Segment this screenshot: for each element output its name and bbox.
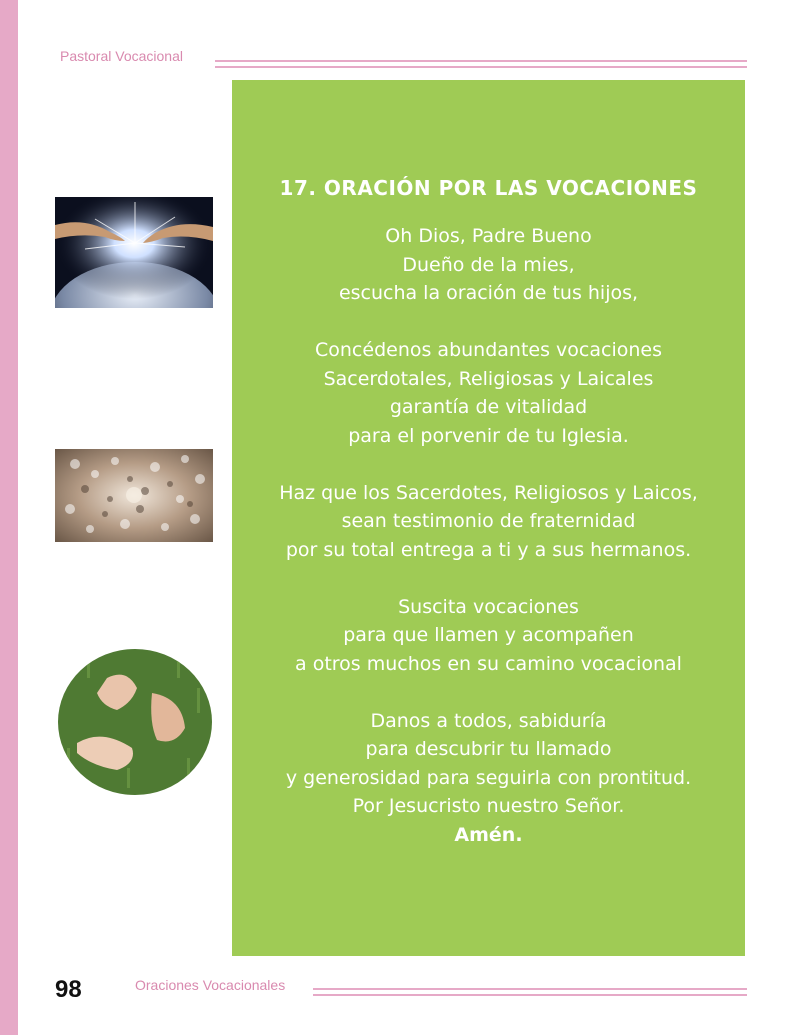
- footer-book-title: Oraciones Vocacionales: [135, 977, 286, 993]
- prayer-line: y generosidad para seguirla con prontitud.: [285, 766, 692, 789]
- prayer-line: Oh Dios, Padre Bueno: [385, 225, 592, 247]
- stanza-3: [232, 479, 745, 565]
- left-accent-bar: [0, 0, 18, 1035]
- photo-crowd: [55, 449, 213, 542]
- prayer-line: para descubrir tu llamado: [365, 738, 612, 760]
- footer-rule: [313, 988, 747, 1000]
- prayer-panel: [232, 80, 745, 956]
- prayer-line: Sacerdotales, Religiosas y Laicales: [323, 367, 654, 390]
- stanza-5: [232, 707, 745, 850]
- prayer-line: Danos a todos, sabiduría: [370, 709, 607, 732]
- prayer-line: Por Jesucristo nuestro Señor.: [352, 795, 625, 817]
- prayer-line: Concédenos abundantes vocaciones: [315, 339, 662, 361]
- prayer-line: para el porvenir de tu Iglesia.: [348, 424, 629, 447]
- prayer-title: 17. ORACIÓN POR LAS VOCACIONES: [279, 176, 698, 200]
- stanza-1: [232, 222, 745, 308]
- prayer-line: Suscita vocaciones: [398, 595, 579, 618]
- header-rule: [215, 60, 747, 72]
- prayer-line: garantía de vitalidad: [389, 396, 588, 418]
- prayer-line: sean testimonio de fraternidad: [341, 510, 636, 532]
- stanza-4: [232, 593, 745, 679]
- prayer-line: Dueño de la mies,: [402, 253, 575, 276]
- photo-creation-hands: [55, 197, 213, 308]
- prayer-line: por su total entrega a ti y a sus hermanos.: [285, 538, 692, 561]
- prayer-body: [232, 222, 745, 849]
- photo-joined-hands: [57, 648, 213, 796]
- header-section-title: Pastoral Vocacional: [60, 48, 183, 64]
- prayer-line: Haz que los Sacerdotes, Religiosos y Laicos,: [279, 481, 698, 504]
- stanza-2: [232, 336, 745, 450]
- page-number: 98: [55, 976, 82, 1003]
- prayer-line: para que llamen y acompañen: [343, 624, 634, 646]
- prayer-line: escucha la oración de tus hijos,: [338, 282, 639, 304]
- prayer-line: a otros muchos en su camino vocacional: [295, 652, 682, 675]
- prayer-closing: Amén.: [454, 823, 523, 846]
